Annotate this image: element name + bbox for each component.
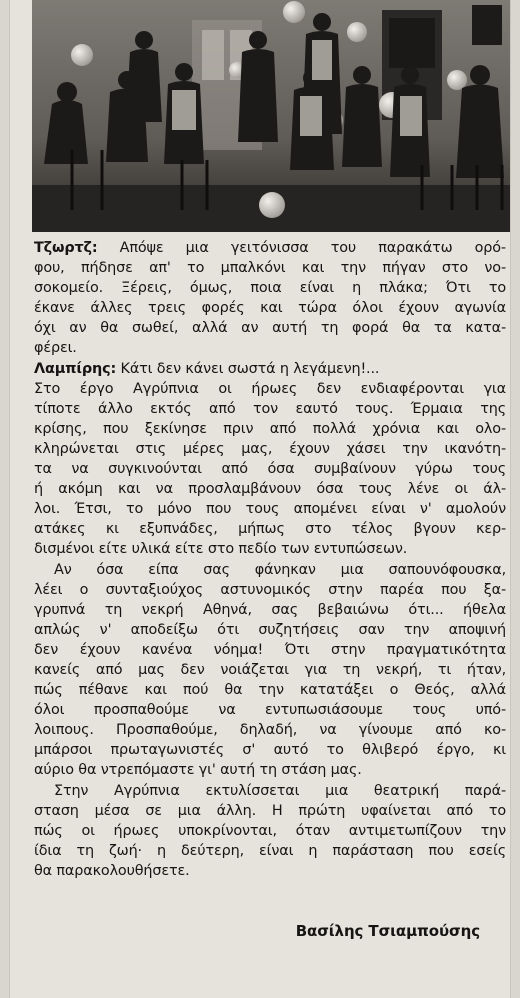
- text-line: φου, πήδησε απ' το μπαλκόνι και την πήγαν στο νο-: [34, 260, 506, 277]
- text-line: ατάκες κι εξυπνάδες, μήπως στο τέλος βγουν κερ-: [34, 521, 506, 538]
- speaker-name: Τζωρτζ:: [34, 240, 98, 256]
- author-signature: Βασίλης Τσιαμπούσης: [295, 922, 480, 940]
- text-line: απλώς ν' αποδείξω ότι συζητήσεις σαν την αποψινή: [34, 621, 506, 638]
- text-line: φέρει.: [34, 340, 77, 357]
- text-line: λοι. Έτσι, το μόνο που τους απομένει είναι ν' αμολούν: [34, 501, 506, 518]
- text-line: θα παρακολουθήσετε.: [34, 862, 190, 879]
- text-line: όλοι προσπαθούμε να εντυπωσιάσουμε τους υπό-: [34, 702, 506, 719]
- text-line: κληρώνεται στις μέρες μας, έχουν χάσει την ικανότη-: [34, 440, 506, 457]
- text-line: Στην Αγρύπνια εκτυλίσσεται μια θεατρική παρά-: [54, 782, 506, 799]
- text-line: πώς οι ήρωες υποκρίνονται, όταν αντιμετωπίζουν την: [34, 822, 506, 839]
- text-line: έκανε άλλες τρεις φορές και τώρα όλοι έχουν αγωνία: [34, 300, 506, 317]
- text-line: μπάρσοι πρωταγωνιστές σ' αυτό το θλιβερό έργο, κι: [34, 742, 506, 759]
- text-line: αύριο θα ντρεπόμαστε γι' αυτή τη στάση μας.: [34, 762, 362, 779]
- text-line: δεν έχουν κανένα νόημα! Ότι στην πραγματικότητα: [34, 641, 506, 658]
- text-line: τίποτε άλλο εκτός από τον εαυτό τους. Έρμαια της: [34, 400, 506, 417]
- text-line: τα να συγκινούνται από όσα συμβαίνουν γύρω τους: [34, 461, 506, 478]
- speaker-name: Λαμπίρης:: [34, 360, 117, 377]
- text-line: σοκομείο. Ξέρεις, όμως, ποια είναι η πλάκα; Ότι το: [34, 280, 506, 297]
- article-body: [34, 238, 506, 881]
- magazine-page: [10, 0, 510, 998]
- paragraph-2: [34, 560, 506, 781]
- text-line: κανείς από μας δεν νοιάζεται για τη νεκρή, τι ήταν,: [34, 661, 506, 678]
- text-line: Στο έργο Αγρύπνια οι ήρωες δεν ενδιαφέρονται για: [34, 380, 506, 397]
- dialogue-george: [34, 238, 506, 359]
- text-line: Απόψε μια γειτόνισσα του παρακάτω ορό-: [119, 240, 506, 256]
- text-line: λέει ο συνταξιούχος αστυνομικός στην παρέα που ξα-: [34, 581, 506, 598]
- text-line: σταση μέσα σε μια άλλη. Η πρώτη υφαίνεται από το: [34, 802, 506, 819]
- text-line: Κάτι δεν κάνει σωστά η λεγάμενη!...: [120, 360, 380, 377]
- text-line: δισμένοι είτε υλικά είτε στο πεδίο των εντυπώσεων.: [34, 541, 408, 558]
- text-line: κρίσης, που ξεκίνησε πριν από πολλά χρόνια και ολο-: [34, 420, 506, 437]
- paragraph-1: [34, 379, 506, 560]
- text-line: γρυπνά τη νεκρή Αθηνά, σας βεβαιώνω ότι... ήθελα: [34, 601, 506, 618]
- text-line: ίδια τη ζωή· η δεύτερη, είναι η παράσταση που εσείς: [34, 842, 506, 859]
- text-line: ή ακόμη και να προσλαμβάνουν όσα τους λένε οι άλ-: [34, 481, 506, 498]
- text-line: Αν όσα είπα σας φάνηκαν μια σαπουνόφουσκα,: [54, 561, 506, 578]
- cast-photo-image: [32, 0, 510, 232]
- paragraph-3: [34, 781, 506, 881]
- text-line: λοιπους. Προσπαθούμε, δηλαδή, να γίνουμε από κο-: [34, 722, 506, 739]
- cast-photo: [32, 0, 510, 232]
- dialogue-lampiris: [34, 359, 506, 379]
- text-line: όχι αν θα σωθεί, αλλά αν αυτή τη φορά θα τα κατα-: [34, 320, 506, 337]
- text-line: πώς πέθανε και πού θα την κατατάξει ο Θεός, αλλά: [34, 682, 506, 699]
